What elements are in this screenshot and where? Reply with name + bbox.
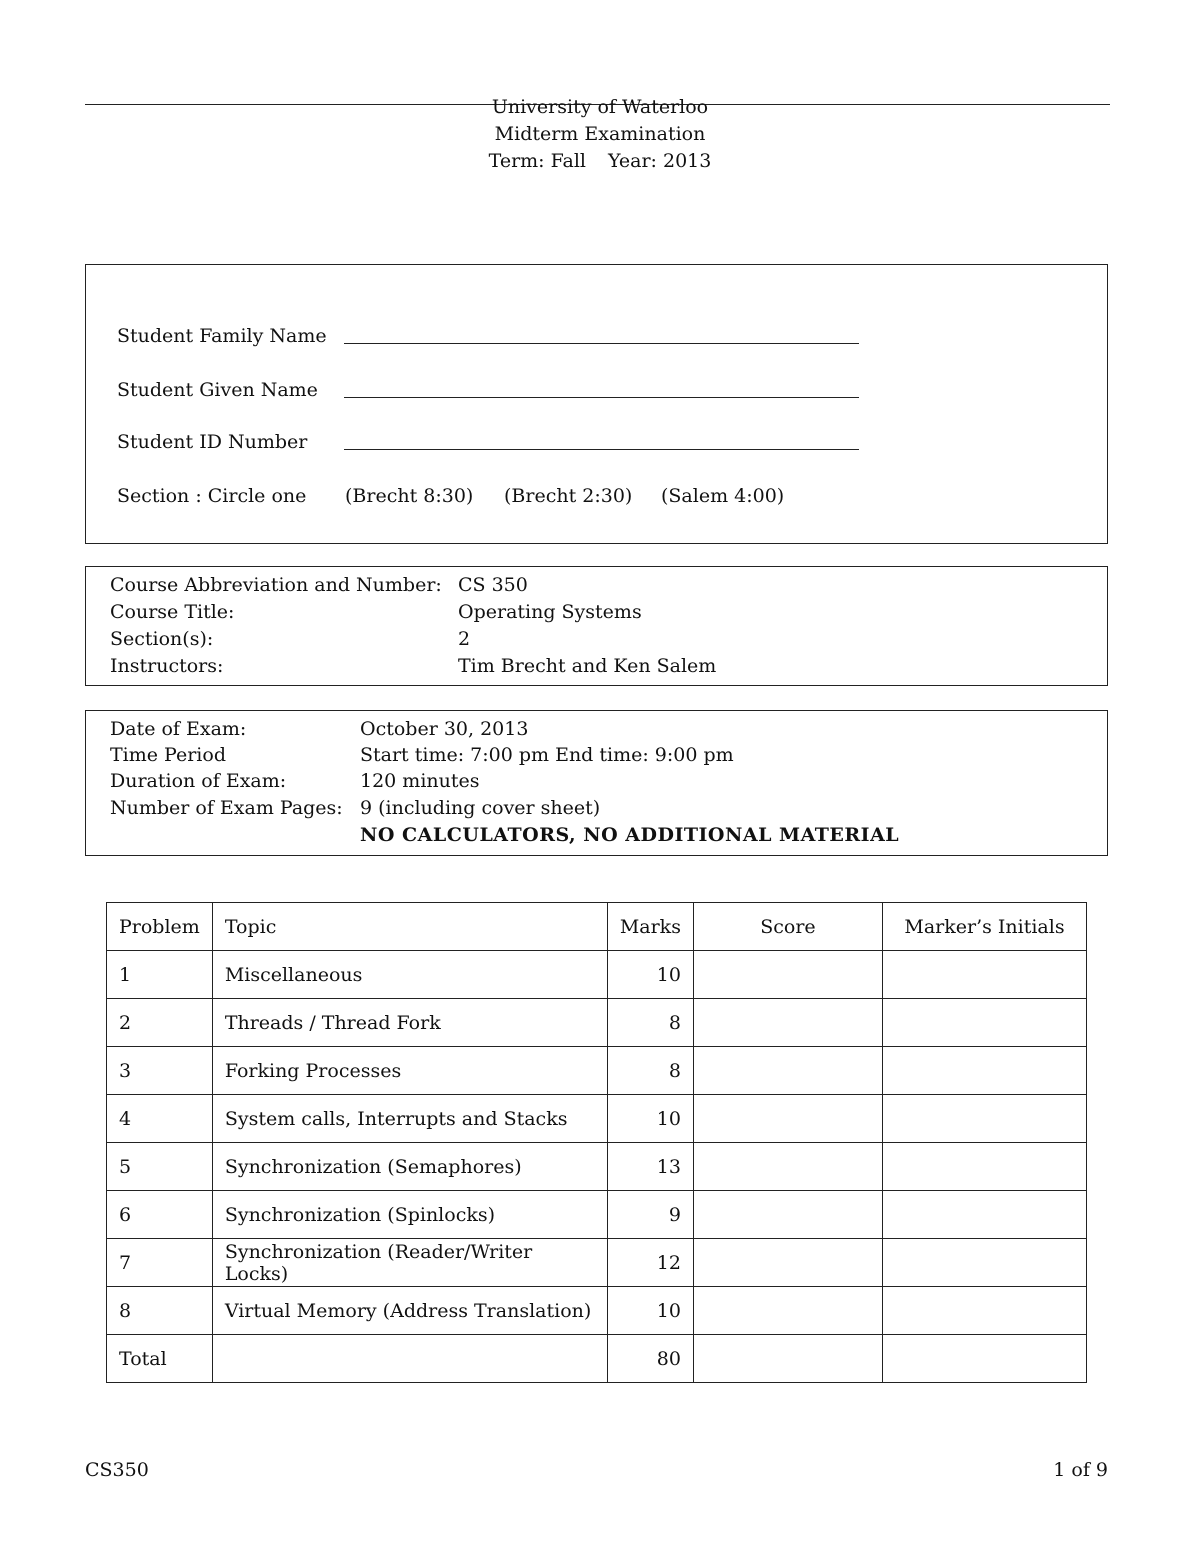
problem-topic: Miscellaneous <box>212 951 607 999</box>
score-cell[interactable] <box>693 1095 882 1143</box>
total-topic <box>212 1335 607 1383</box>
term-label: Term: Fall <box>488 150 586 172</box>
student-info-box <box>85 264 1108 544</box>
section-option-brecht-230[interactable]: (Brecht 2:30) <box>504 485 633 507</box>
table-row <box>107 1095 1087 1143</box>
exam-header <box>0 94 1200 175</box>
course-info-key: Section(s): <box>110 628 214 650</box>
total-marks: 80 <box>607 1335 693 1383</box>
initials-cell[interactable] <box>882 1191 1086 1239</box>
header-topic: Topic <box>212 903 607 951</box>
student-id-field[interactable] <box>344 449 859 450</box>
table-row <box>107 1047 1087 1095</box>
section-label: Section : Circle one <box>117 485 307 507</box>
section-row <box>117 483 1017 509</box>
problem-number: 8 <box>107 1287 213 1335</box>
problem-number: 5 <box>107 1143 213 1191</box>
marks-table <box>106 902 1087 1383</box>
family-name-label: Student Family Name <box>117 325 327 347</box>
table-row <box>107 1287 1087 1335</box>
total-initials-cell[interactable] <box>882 1335 1086 1383</box>
score-cell[interactable] <box>693 999 882 1047</box>
score-cell[interactable] <box>693 1191 882 1239</box>
problem-marks: 10 <box>607 951 693 999</box>
initials-cell[interactable] <box>882 1047 1086 1095</box>
initials-cell[interactable] <box>882 999 1086 1047</box>
score-cell[interactable] <box>693 1287 882 1335</box>
table-row <box>107 1239 1087 1287</box>
family-name-field[interactable] <box>344 343 859 344</box>
table-row <box>107 999 1087 1047</box>
problem-number: 3 <box>107 1047 213 1095</box>
course-info-value: 2 <box>458 628 471 650</box>
header-marks: Marks <box>607 903 693 951</box>
header-markers-initials: Marker’s Initials <box>882 903 1086 951</box>
header-problem: Problem <box>107 903 213 951</box>
problem-number: 6 <box>107 1191 213 1239</box>
course-info-key: Course Abbreviation and Number: <box>110 574 442 596</box>
exam-info-key: Time Period <box>110 744 226 766</box>
problem-marks: 8 <box>607 999 693 1047</box>
initials-cell[interactable] <box>882 1143 1086 1191</box>
table-row <box>107 1143 1087 1191</box>
course-info-key: Instructors: <box>110 655 224 677</box>
problem-topic: Virtual Memory (Address Translation) <box>212 1287 607 1335</box>
student-id-label: Student ID Number <box>117 431 308 453</box>
problem-marks: 10 <box>607 1095 693 1143</box>
score-cell[interactable] <box>693 951 882 999</box>
table-row <box>107 1191 1087 1239</box>
problem-topic: System calls, Interrupts and Stacks <box>212 1095 607 1143</box>
exam-info-value: Start time: 7:00 pm End time: 9:00 pm <box>360 744 734 766</box>
exam-info-value: 9 (including cover sheet) <box>360 797 601 819</box>
score-cell[interactable] <box>693 1047 882 1095</box>
problem-topic: Forking Processes <box>212 1047 607 1095</box>
initials-cell[interactable] <box>882 1095 1086 1143</box>
exam-info-key: Date of Exam: <box>110 718 247 740</box>
problem-marks: 10 <box>607 1287 693 1335</box>
footer-page-number: 1 of 9 <box>1053 1459 1108 1481</box>
exam-info-key: Duration of Exam: <box>110 770 287 792</box>
score-cell[interactable] <box>693 1143 882 1191</box>
exam-info-value: October 30, 2013 <box>360 718 529 740</box>
total-score-cell[interactable] <box>693 1335 882 1383</box>
problem-topic: Synchronization (Semaphores) <box>212 1143 607 1191</box>
term-year <box>0 148 1200 175</box>
problem-marks: 13 <box>607 1143 693 1191</box>
total-label: Total <box>107 1335 213 1383</box>
problem-number: 1 <box>107 951 213 999</box>
problem-number: 2 <box>107 999 213 1047</box>
marks-table-header <box>107 903 1087 951</box>
section-option-brecht-830[interactable]: (Brecht 8:30) <box>345 485 474 507</box>
problem-number: 4 <box>107 1095 213 1143</box>
problem-topic: Synchronization (Reader/Writer Locks) <box>212 1239 607 1287</box>
university-name: University of Waterloo <box>491 96 709 118</box>
initials-cell[interactable] <box>882 1287 1086 1335</box>
header-score: Score <box>693 903 882 951</box>
footer-course: CS350 <box>85 1459 149 1481</box>
exam-warning: NO CALCULATORS, NO ADDITIONAL MATERIAL <box>360 824 900 846</box>
given-name-field[interactable] <box>344 397 859 398</box>
table-row <box>107 951 1087 999</box>
problem-marks: 9 <box>607 1191 693 1239</box>
section-option-salem-400[interactable]: (Salem 4:00) <box>661 485 785 507</box>
exam-info-key: Number of Exam Pages: <box>110 797 343 819</box>
initials-cell[interactable] <box>882 951 1086 999</box>
problem-topic: Threads / Thread Fork <box>212 999 607 1047</box>
problem-number: 7 <box>107 1239 213 1287</box>
initials-cell[interactable] <box>882 1239 1086 1287</box>
problem-marks: 8 <box>607 1047 693 1095</box>
exam-info-value: 120 minutes <box>360 770 480 792</box>
course-info-value: Operating Systems <box>458 601 642 623</box>
course-info-value: Tim Brecht and Ken Salem <box>458 655 717 677</box>
exam-info-box <box>85 710 1108 856</box>
problem-marks: 12 <box>607 1239 693 1287</box>
course-info-box <box>85 566 1108 686</box>
course-info-key: Course Title: <box>110 601 235 623</box>
year-label: Year: 2013 <box>608 150 712 172</box>
given-name-label: Student Given Name <box>117 379 318 401</box>
exam-type: Midterm Examination <box>494 123 706 145</box>
score-cell[interactable] <box>693 1239 882 1287</box>
problem-topic: Synchronization (Spinlocks) <box>212 1191 607 1239</box>
table-row-total <box>107 1335 1087 1383</box>
course-info-value: CS 350 <box>458 574 528 596</box>
